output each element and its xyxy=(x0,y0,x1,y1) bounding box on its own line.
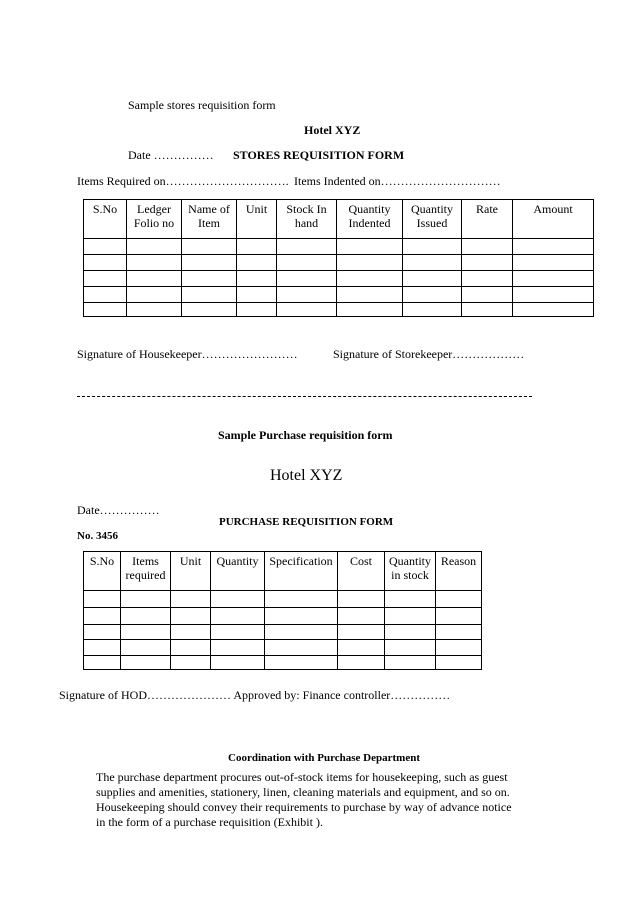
paragraph-line: in the form of a purchase requisition (Exhibit ). xyxy=(96,815,323,829)
col-unit: Unit xyxy=(237,200,277,239)
col-cost: Cost xyxy=(338,552,385,591)
paragraph-line: supplies and amenities, stationery, linen, cleaning materials and equipment, and so on. xyxy=(96,785,510,799)
stores-hotel-name: Hotel XYZ xyxy=(304,123,361,137)
col-sno: S.No xyxy=(84,552,121,591)
housekeeper-signature: Signature of Housekeeper…………………… xyxy=(77,347,298,361)
col-sno: S.No xyxy=(84,200,127,239)
col-qty-in-stock: Quantity in stock xyxy=(385,552,436,591)
table-row xyxy=(84,640,482,656)
col-specification: Specification xyxy=(265,552,338,591)
col-item-name: Name of Item xyxy=(182,200,237,239)
stores-form-caption: Sample stores requisition form xyxy=(128,98,276,112)
table-row xyxy=(84,303,594,317)
table-row xyxy=(84,239,594,255)
section-divider xyxy=(77,396,532,397)
coordination-heading: Coordination with Purchase Department xyxy=(228,752,420,764)
table-row xyxy=(84,591,482,608)
items-indented-field: Items Indented on………………………… xyxy=(294,174,501,188)
purchase-date-field: Date…………… xyxy=(77,503,160,517)
purchase-table-header xyxy=(84,552,482,591)
requisition-number: No. 3456 xyxy=(77,530,118,542)
table-row xyxy=(84,255,594,271)
table-row xyxy=(84,287,594,303)
col-qty-issued: Quantity Issued xyxy=(403,200,462,239)
coordination-paragraph xyxy=(96,770,516,830)
hod-signature-approval: Signature of HOD………………… Approved by: Finance controller…………… xyxy=(59,688,451,702)
col-amount: Amount xyxy=(513,200,594,239)
stores-table-header xyxy=(84,200,594,239)
purchase-form-title: PURCHASE REQUISITION FORM xyxy=(219,516,394,528)
stores-requisition-table xyxy=(83,199,594,317)
stores-date-field: Date …………… xyxy=(128,148,214,162)
col-quantity: Quantity xyxy=(211,552,265,591)
col-stock-in-hand: Stock In hand xyxy=(277,200,337,239)
col-items-required: Items required xyxy=(121,552,171,591)
purchase-hotel-name: Hotel XYZ xyxy=(270,467,343,484)
table-row xyxy=(84,608,482,625)
col-reason: Reason xyxy=(436,552,482,591)
items-required-field: Items Required on…………………………. xyxy=(77,174,289,188)
table-row xyxy=(84,271,594,287)
paragraph-line: Housekeeping should convey their requirements to purchase by way of advance notice xyxy=(96,800,512,814)
purchase-form-caption: Sample Purchase requisition form xyxy=(218,428,393,442)
paragraph-line: The purchase department procures out-of-stock items for housekeeping, such as guest xyxy=(96,770,508,784)
stores-form-title: STORES REQUISITION FORM xyxy=(233,148,405,162)
col-rate: Rate xyxy=(462,200,513,239)
table-row xyxy=(84,625,482,640)
table-row xyxy=(84,656,482,670)
col-unit: Unit xyxy=(171,552,211,591)
storekeeper-signature: Signature of Storekeeper……………… xyxy=(333,347,525,361)
purchase-requisition-table xyxy=(83,551,482,670)
col-qty-indented: Quantity Indented xyxy=(337,200,403,239)
col-ledger-folio: Ledger Folio no xyxy=(127,200,182,239)
